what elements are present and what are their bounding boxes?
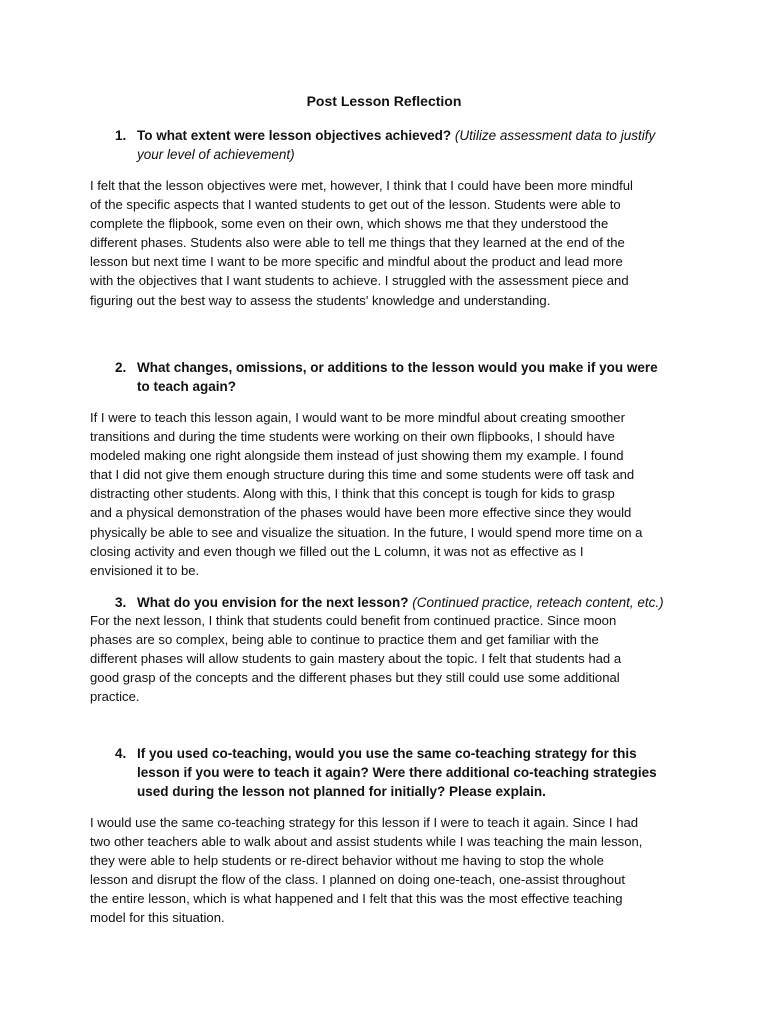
question-4 [115,744,670,801]
answer-4 [90,813,680,928]
answer-1 [90,176,680,310]
answer-line: different phases will allow students to gain mastery about the topic. I felt that students had a [90,651,622,667]
question-1 [115,126,670,164]
question-text [115,593,670,612]
question-2 [115,358,670,396]
question-3 [115,593,670,612]
answer-line: with the objectives that I want students to achieve. I struggled with the assessment piece and [90,273,629,289]
answer-line: closing activity and even though we filled out the L column, it was not as effective as I [90,543,584,559]
question-prompt: What do you envision for the next lesson? [137,595,409,610]
question-prompt: If you used co-teaching, would you use the same co-teaching strategy for this lesson if you were to teach it again? Were there additional co-teaching strategies used during the lesson not planned for initially? Please explain. [137,746,657,799]
answer-line: envisioned it to be. [90,562,200,578]
answer-line: the entire lesson, which is what happened and I felt that this was the most effective teaching [90,891,623,907]
answer-line: lesson but next time I want to be more specific and mindful about the product and lead more [90,254,623,270]
answer-line: model for this situation. [90,910,225,926]
answer-line: lesson and disrupt the flow of the class. I planned on doing one-teach, one-assist throughout [90,872,626,888]
answer-line: physically be able to see and visualize the situation. In the future, I would spend more time on a [90,524,643,540]
answer-line: phases are so complex, being able to continue to practice them and get familiar with the [90,632,599,648]
answer-line: of the specific aspects that I wanted students to get out of the lesson. Students were able to [90,197,621,213]
question-number: 3. [115,595,127,610]
answer-line: transitions and during the time students were working on their own flipbooks, I should have [90,429,615,445]
page-title: Post Lesson Reflection [306,93,462,109]
answer-line: I would use the same co-teaching strategy for this lesson if I were to teach it again. Since I had [90,815,639,830]
answer-line: good grasp of the concepts and the different phases but they still could use some additional [90,670,620,686]
answer-line: modeled making one right alongside them instead of just showing them my example. I found [90,448,624,464]
answer-line: and a physical demonstration of the phases would have been more effective since they would [90,505,632,521]
answer-line: distracting other students. Along with this, I think that this concept is tough for kids to grasp [90,486,615,502]
question-text [115,126,670,164]
answer-3 [90,611,680,706]
question-note: (Continued practice, reteach content, etc.) [412,595,664,610]
question-number: 1. [115,128,127,143]
question-prompt: To what extent were lesson objectives achieved? [137,128,452,143]
answer-line: If I were to teach this lesson again, I would want to be more mindful about creating smoother [90,410,625,425]
answer-line: they were able to help students or re-direct behavior without me having to stop the whole [90,853,604,869]
answer-line: that I did not give them enough structure during this time and some students were off task and [90,467,635,483]
question-note: (Utilize assessment data to justify your level of achievement) [137,128,656,162]
answer-line: I felt that the lesson objectives were met, however, I think that I could have been more mindful [90,178,633,193]
question-number: 4. [115,746,127,761]
answer-line: figuring out the best way to assess the students' knowledge and understanding. [90,292,551,308]
answer-line: different phases. Students also were able to tell me things that they learned at the end of the [90,235,625,251]
answer-line: complete the flipbook, some even on their own, which shows me that they understood the [90,216,609,232]
answer-line: For the next lesson, I think that students could benefit from continued practice. Since moon [90,613,617,628]
question-prompt: What changes, omissions, or additions to the lesson would you make if you were to teach again? [137,360,658,394]
question-number: 2. [115,360,127,375]
answer-line: practice. [90,689,140,705]
answer-line: two other teachers able to walk about and assist students while I was teaching the main lesson, [90,834,643,850]
answer-2 [90,408,680,580]
